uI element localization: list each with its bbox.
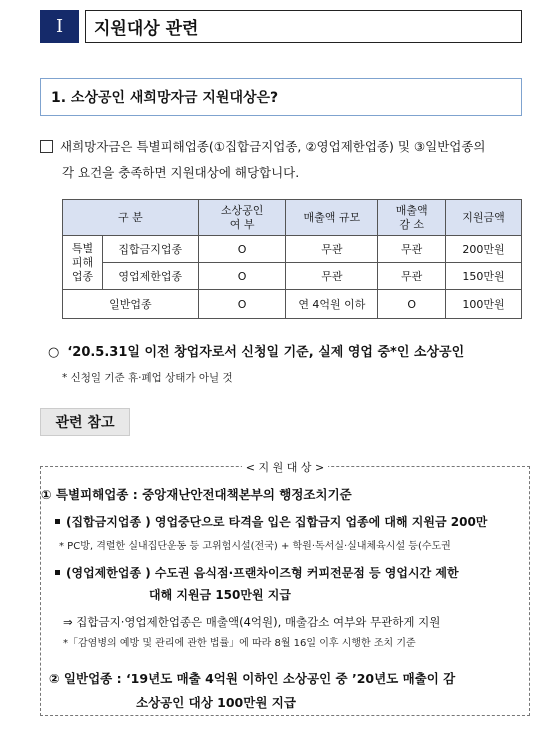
reference-box-title: < 지 원 대 상 >	[242, 461, 328, 474]
ref-item-1b-cont: 대해 지원금 150만원 지급	[149, 588, 291, 602]
ref-item-2: ② 일반업종 : ‘19년도 매출 4억원 이하인 소상공인 중 ’20년도 매출이 감	[49, 671, 456, 686]
ref-item-1a-note: * PC방, 격렬한 실내집단운동 등 고위험시설(전국) + 학원·독서실·실내체육시설 등(수도권	[59, 541, 451, 552]
header-small-business: 소상공인 여 부	[198, 200, 286, 236]
ref-item-2-cont: 소상공인 대상 100만원 지급	[136, 695, 296, 710]
table-cell: 무관	[378, 263, 446, 290]
square-bullet-icon	[55, 570, 60, 575]
table-cell: 150만원	[446, 263, 522, 290]
intro-paragraph	[40, 134, 530, 186]
section-number: I	[40, 10, 79, 43]
table-cell: O	[198, 290, 286, 319]
table-cell: 무관	[286, 236, 378, 263]
header-support-amount: 지원금액	[446, 200, 522, 236]
section-header	[40, 10, 522, 43]
question-heading: 1. 소상공인 새희망자금 지원대상은?	[40, 78, 522, 116]
table-cell: 연 4억원 이하	[286, 290, 378, 319]
ref-item-1a: (집합금지업종 ) 영업중단으로 타격을 입은 집합금지 업종에 대해 지원금 200만	[55, 513, 487, 530]
table-cell: 200만원	[446, 236, 522, 263]
table-cell: O	[198, 263, 286, 290]
eligibility-criteria	[48, 341, 538, 360]
ref-item-1c-note: *「감염병의 예방 및 관리에 관한 법률」에 따라 8월 16일 이후 시행한 조치 기준	[63, 638, 416, 649]
ref-item-1: ① 특별피해업종 : 중앙재난안전대책본부의 행정조치기준	[41, 487, 352, 502]
intro-line-1: 새희망자금은 특별피해업종(①집합금지업종, ②영업제한업종) 및 ③일반업종의	[60, 139, 486, 154]
ref-item-1b: (영업제한업종 ) 수도권 음식점·프랜차이즈형 커피전문점 등 영업시간 제한	[55, 564, 459, 581]
circle-bullet-icon: ○	[48, 345, 60, 360]
table-cell: 무관	[378, 236, 446, 263]
checkbox-icon	[40, 140, 53, 153]
intro-line-2: 각 요건을 충족하면 지원대상에 해당합니다.	[62, 165, 300, 180]
table-cell: 100만원	[446, 290, 522, 319]
criteria-text: ‘20.5.31일 이전 창업자로서 신청일 기준, 실제 영업 중*인 소상공인	[67, 345, 465, 360]
header-sales-scale: 매출액 규모	[286, 200, 378, 236]
reference-label: 관련 참고	[40, 408, 130, 436]
table-cell: O	[378, 290, 446, 319]
section-title: 지원대상 관련	[85, 10, 522, 43]
criteria-note: * 신청일 기준 휴·폐업 상태가 아닐 것	[62, 372, 233, 384]
table-cell: 일반업종	[63, 290, 199, 319]
table-cell: O	[198, 236, 286, 263]
support-table	[62, 199, 522, 319]
table-cell: 집합금지업종	[102, 236, 198, 263]
table-cell: 무관	[286, 263, 378, 290]
header-category: 구 분	[63, 200, 199, 236]
table-cell: 영업제한업종	[102, 263, 198, 290]
reference-box	[40, 461, 530, 716]
group-special-damage: 특별 피해 업종	[63, 236, 103, 290]
square-bullet-icon	[55, 519, 60, 524]
ref-item-1c: ⇒ 집합금지·영업제한업종은 매출액(4억원), 매출감소 여부와 무관하게 지원	[63, 615, 441, 629]
header-sales-decrease: 매출액 감 소	[378, 200, 446, 236]
